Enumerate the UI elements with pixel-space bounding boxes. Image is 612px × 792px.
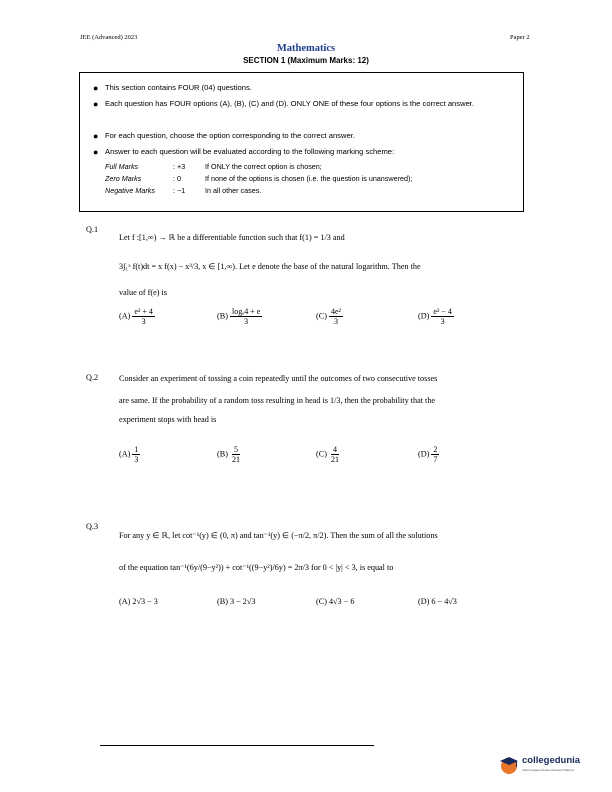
option-d: (D) 6 − 4√3	[418, 597, 457, 606]
option-c: (C) 4√3 − 6	[316, 597, 355, 606]
instruction-item: ● Each question has FOUR options (A), (B), (C) and (D). ONLY ONE of these four options is the correct answer.	[93, 99, 475, 109]
instructions-box	[79, 72, 524, 212]
option-d: (D) $\frac{\text{e² − 4}}{3}$	[418, 307, 452, 326]
option-a: (A) 2√3 − 3	[119, 597, 158, 606]
option-c: (C) $\frac{4}{21}$	[316, 445, 339, 464]
graduation-cap-icon	[498, 754, 520, 776]
header-right: Paper 2	[510, 34, 530, 41]
subject-title: Mathematics	[276, 43, 336, 54]
option-b: (B) $\frac{5}{21}$	[217, 445, 240, 464]
question-number: Q.2	[86, 373, 99, 382]
header-left: JEE (Advanced) 2023	[80, 34, 138, 41]
question-text: Consider an experiment of tossing a coin repeatedly until the outcomes of two consecutive tosses	[119, 374, 438, 383]
question-text: experiment stops with head is	[119, 415, 217, 424]
option-b: (B) 3 − 2√3	[217, 597, 256, 606]
marking-row: Negative Marks : −1 In all other cases.	[105, 186, 262, 195]
option-d: (D) $\frac{2}{7}$	[418, 445, 438, 464]
option-b: (B) $\frac{\text{logₑ4 + e}}{3}$	[217, 307, 261, 326]
question-text: of the equation tan⁻¹(6y/(9−y²)) + cot⁻¹((9−y²)/6y) = 2π/3 for 0 < |y| < 3, is equal to	[119, 563, 394, 572]
marking-row: Zero Marks : 0 If none of the options is chosen (i.e. the question is unanswered);	[105, 174, 413, 183]
footer-divider	[100, 745, 374, 746]
question-text: value of f(e) is	[119, 288, 167, 297]
question-text: Let f :[1,∞) → ℝ be a differentiable function such that f(1) = 1/3 and	[119, 233, 345, 242]
section-title: SECTION 1 (Maximum Marks: 12)	[243, 56, 369, 65]
option-a: (A) $\frac{\text{e² + 4}}{3}$	[119, 307, 153, 326]
option-a: (A) $\frac{1}{3}$	[119, 445, 139, 464]
logo-tagline: India's largest Student Review Platform	[522, 768, 575, 772]
instruction-item: ● For each question, choose the option corresponding to the correct answer.	[93, 131, 355, 141]
question-text: 3∫₁ˣ f(t)dt = x f(x) − x³/3, x ∈ [1,∞). Let e denote the base of the natural logarithm. Then the	[119, 262, 421, 271]
instruction-item: ● This section contains FOUR (04) questions.	[93, 83, 252, 93]
marking-row: Full Marks : +3 If ONLY the correct option is chosen;	[105, 162, 322, 171]
logo-text: collegedunia	[522, 755, 581, 766]
question-text: For any y ∈ ℝ, let cot⁻¹(y) ∈ (0, π) and tan⁻¹(y) ∈ (−π/2, π/2). Then the sum of all the solutions	[119, 531, 438, 540]
instruction-item: ● Answer to each question will be evaluated according to the following marking scheme:	[93, 147, 395, 157]
question-number: Q.3	[86, 522, 99, 531]
option-c: (C) $\frac{\text{4e²}}{3}$	[316, 307, 341, 326]
question-number: Q.1	[86, 225, 99, 234]
question-text: are same. If the probability of a random toss resulting in head is 1/3, then the probability that the	[119, 396, 436, 405]
